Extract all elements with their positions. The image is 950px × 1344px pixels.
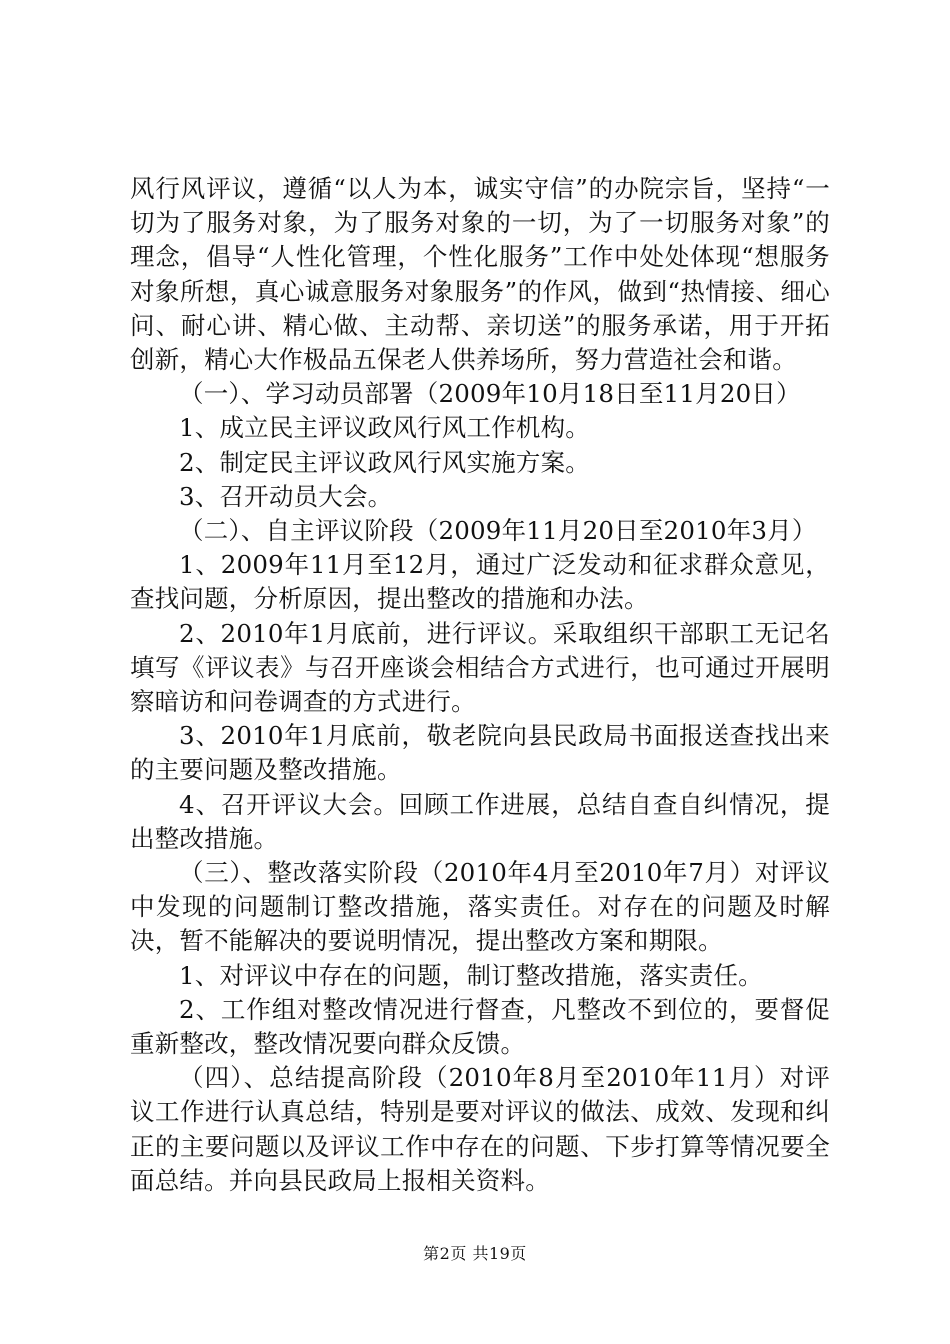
list-item: 3、2010年1月底前，敬老院向县民政局书面报送查找出来的主要问题及整改措施。 [130,721,830,785]
list-item: 1、对评议中存在的问题，制订整改措施，落实责任。 [179,960,763,990]
document-body [130,172,830,1198]
list-item: 1、2009年11月至12月，通过广泛发动和征求群众意见，查找问题，分析原因，提出整改的措施和办法。 [130,550,830,614]
page-number-footer: 第2页 共19页 [423,1244,527,1263]
intro-paragraph: 风行风评议，遵循“以人为本，诚实守信”的办院宗旨，坚持“一切为了服务对象，为了服务对象的一切，为了一切服务对象”的理念，倡导“人性化管理，个性化服务”工作中处处体现“想服务对象所想，真心诚意服务对象服务”的作风，做到“热情接、细心问、耐心讲、精心做、主动帮、亲切送”的服务承诺，用于开拓创新，精心大作极品五保老人供养场所，努力营造社会和谐。 [130,174,830,375]
list-item: 2、工作组对整改情况进行督查，凡整改不到位的，要督促重新整改，整改情况要向群众反馈。 [130,994,830,1059]
list-item: 2、2010年1月底前，进行评议。采取组织干部职工无记名填写《评议表》与召开座谈会相结合方式进行，也可通过开展明察暗访和问卷调查的方式进行。 [130,618,830,717]
section-heading-4: （四）、总结提高阶段（2010年8月至2010年11月）对评议工作进行认真总结，特别是要对评议的做法、成效、发现和纠正的主要问题以及评议工作中存在的问题、下步打算等情况要全面总结。并向县民政局上报相关资料。 [130,1063,830,1195]
section-heading-2: （二）、自主评议阶段（2009年11月20日至2010年3月） [179,516,817,546]
list-item: 3、召开动员大会。 [179,481,393,511]
list-item: 1、成立民主评议政风行风工作机构。 [179,413,590,443]
list-item: 4、召开评议大会。回顾工作进展，总结自查自纠情况，提出整改措施。 [130,789,830,853]
section-heading-1: （一）、学习动员部署（2009年10月18日至11月20日） [179,379,801,409]
list-item: 2、制定民主评议政风行风实施方案。 [179,447,590,477]
section-heading-3: （三）、整改落实阶段（2010年4月至2010年7月）对评议中发现的问题制订整改措施，落实责任。对存在的问题及时解决，暂不能解决的要说明情况，提出整改方案和期限。 [130,858,830,956]
